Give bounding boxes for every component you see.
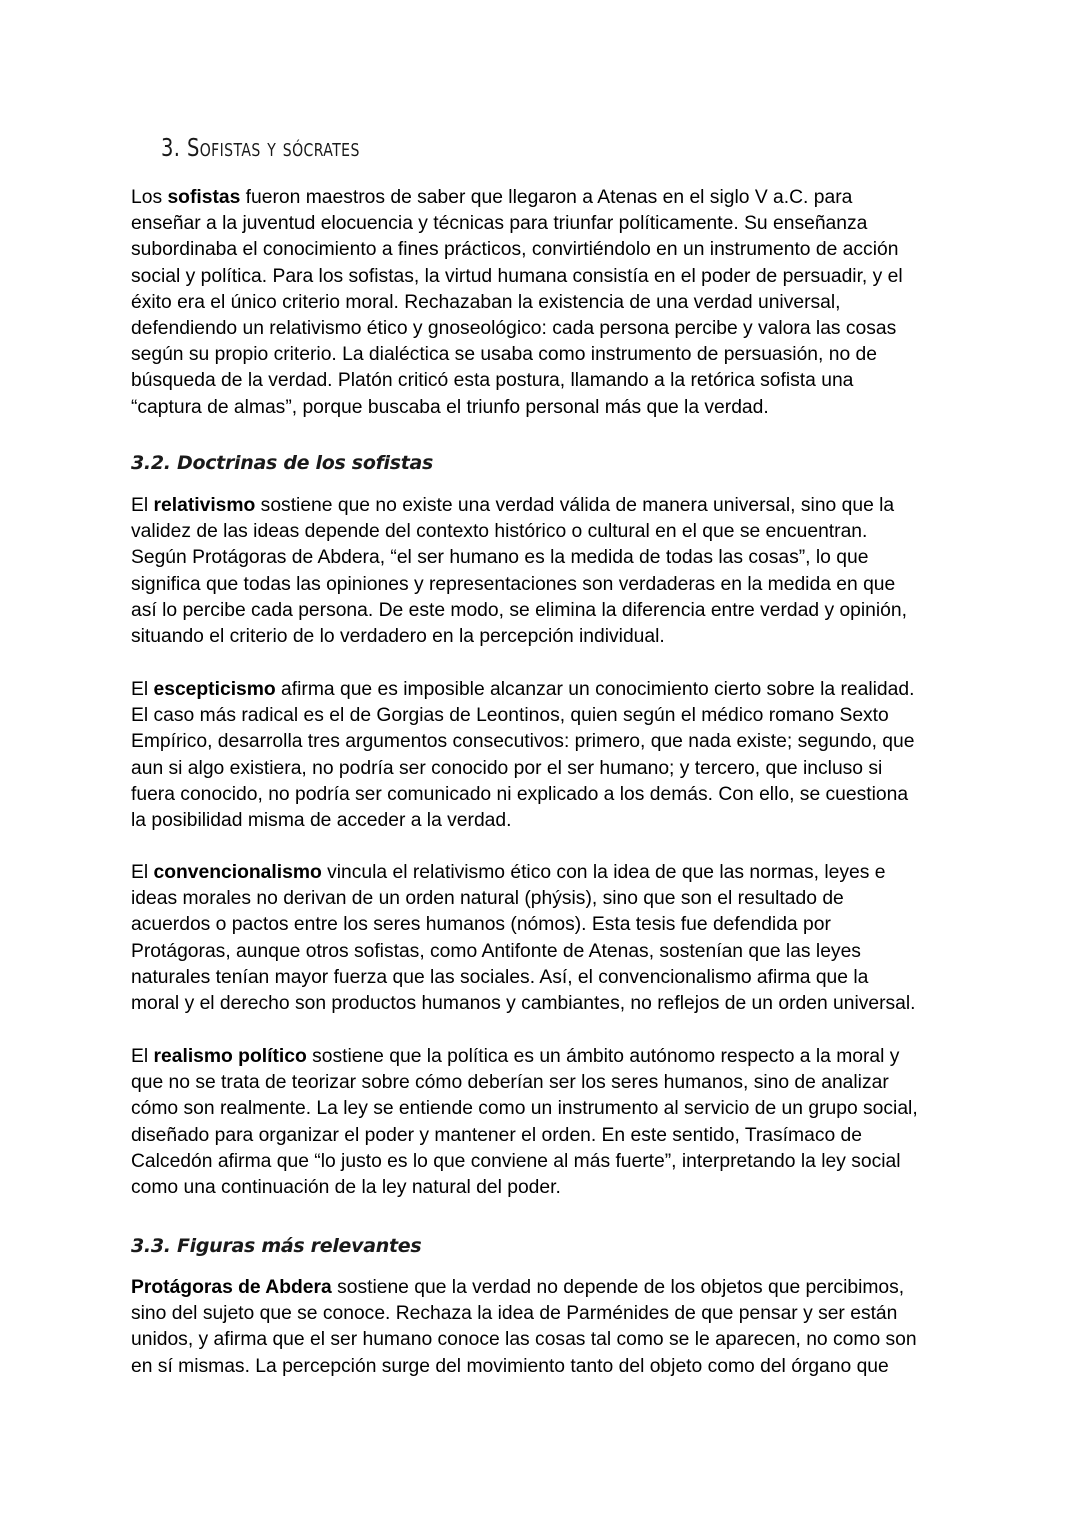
intro-paragraph bbox=[131, 185, 961, 421]
subsection-title-figuras: 3.3. Figuras más relevantes bbox=[131, 1235, 422, 1257]
text-line: Protágoras, aunque otros sofistas, como Antifonte de Atenas, sostenían que las leyes bbox=[131, 940, 861, 962]
bold-term: relativismo bbox=[153, 495, 256, 516]
text-line: significa que todas las opiniones y representaciones son verdaderas en la medida en que bbox=[131, 573, 896, 595]
text-line: que no se trata de teorizar sobre cómo deberían ser los seres humanos, sino de analizar bbox=[131, 1072, 889, 1094]
text-line: validez de las ideas depende del contexto histórico o cultural en el que se encuentran. bbox=[131, 521, 868, 543]
paragraph-realismo-politico bbox=[131, 1044, 961, 1201]
text-line: la posibilidad misma de acceder a la verdad. bbox=[131, 810, 512, 832]
text-line: fuera conocido, no podría ser comunicado ni explicado a los demás. Con ello, se cuestiona bbox=[131, 783, 909, 805]
bold-term: sofistas bbox=[167, 187, 241, 208]
text-line: Empírico, desarrolla tres argumentos consecutivos: primero, que nada existe; segundo, que bbox=[131, 731, 915, 753]
text-line: situando el criterio de lo verdadero en la percepción individual. bbox=[131, 626, 665, 648]
bold-term: convencionalismo bbox=[153, 862, 322, 883]
paragraph-convencionalismo bbox=[131, 860, 961, 1017]
text-line: aun si algo existiera, no podría ser conocido por el ser humano; y tercero, que incluso si bbox=[131, 757, 883, 779]
bold-term: escepticismo bbox=[153, 679, 276, 700]
text-line: naturales tenían mayor fuerza que las sociales. Así, el convencionalismo afirma que la bbox=[131, 966, 869, 988]
subsection-title-doctrinas: 3.2. Doctrinas de los sofistas bbox=[131, 452, 434, 474]
text-line: Calcedón afirma que “lo justo es lo que conviene al más fuerte”, interpretando la ley social bbox=[131, 1150, 901, 1172]
text-line: subordinaba el conocimiento a fines prácticos, convirtiéndolo en un instrumento de acción bbox=[131, 239, 899, 261]
text-line: El caso más radical es el de Gorgias de Leontinos, quien según el médico romano Sexto bbox=[131, 705, 889, 727]
paragraph-protagoras bbox=[131, 1275, 961, 1380]
text-line: defendiendo un relativismo ético y gnoseológico: cada persona percibe y valora las cosas bbox=[131, 318, 897, 340]
bold-term: realismo político bbox=[153, 1046, 307, 1067]
text-line: búsqueda de la verdad. Platón criticó esta postura, llamando a la retórica sofista una bbox=[131, 370, 854, 392]
text-line: El realismo político sostiene que la política es un ámbito autónomo respecto a la moral y bbox=[131, 1046, 900, 1067]
text-line: El relativismo sostiene que no existe una verdad válida de manera universal, sino que la bbox=[131, 495, 895, 516]
text-line: acuerdos o pactos entre los seres humanos (nómos). Esta tesis fue defendida por bbox=[131, 914, 831, 936]
text-line: éxito era el único criterio moral. Rechazaban la existencia de una verdad universal, bbox=[131, 291, 841, 313]
text-line: según su propio criterio. La dialéctica se usaba como instrumento de persuasión, no de bbox=[131, 344, 877, 366]
text-line: Los sofistas fueron maestros de saber que llegaron a Atenas en el siglo V a.C. para bbox=[131, 187, 853, 208]
text-line: ideas morales no derivan de un orden natural (phýsis), sino que son el resultado de bbox=[131, 888, 844, 910]
text-line: unidos, y afirma que el ser humano conoce las cosas tal como se le aparecen, no como son bbox=[131, 1329, 917, 1351]
paragraph-escepticismo bbox=[131, 677, 961, 834]
bold-term: Protágoras de Abdera bbox=[131, 1277, 332, 1298]
text-line: social y política. Para los sofistas, la virtud humana consistía en el poder de persuadir, y el bbox=[131, 265, 903, 287]
text-line: así lo percibe cada persona. De este modo, se elimina la diferencia entre verdad y opinión, bbox=[131, 599, 907, 621]
text-line: enseñar a la juventud elocuencia y técnicas para triunfar políticamente. Su enseñanza bbox=[131, 213, 868, 235]
text-line: El escepticismo afirma que es imposible alcanzar un conocimiento cierto sobre la realidad. bbox=[131, 679, 915, 700]
text-line: sino del sujeto que se conoce. Rechaza la idea de Parménides de que pensar y ser están bbox=[131, 1303, 898, 1325]
paragraph-relativismo bbox=[131, 493, 961, 650]
text-line: El convencionalismo vincula el relativismo ético con la idea de que las normas, leyes e bbox=[131, 862, 886, 883]
text-line: cómo son realmente. La ley se entiende como un instrumento al servicio de un grupo social, bbox=[131, 1098, 918, 1120]
text-line: Según Protágoras de Abdera, “el ser humano es la medida de todas las cosas”, lo que bbox=[131, 547, 869, 569]
section-title: 3. Sofistas y sócrates bbox=[161, 133, 360, 162]
text-line: “captura de almas”, porque buscaba el triunfo personal más que la verdad. bbox=[131, 396, 769, 418]
text-line: diseñado para organizar el poder y mantener el orden. En este sentido, Trasímaco de bbox=[131, 1124, 862, 1146]
text-line: moral y el derecho son productos humanos y cambiantes, no reflejos de un orden universal. bbox=[131, 993, 916, 1015]
text-line: Protágoras de Abdera sostiene que la verdad no depende de los objetos que percibimos, bbox=[131, 1277, 905, 1298]
text-line: en sí mismas. La percepción surge del movimiento tanto del objeto como del órgano que bbox=[131, 1355, 889, 1377]
text-line: como una continuación de la ley natural del poder. bbox=[131, 1177, 561, 1199]
